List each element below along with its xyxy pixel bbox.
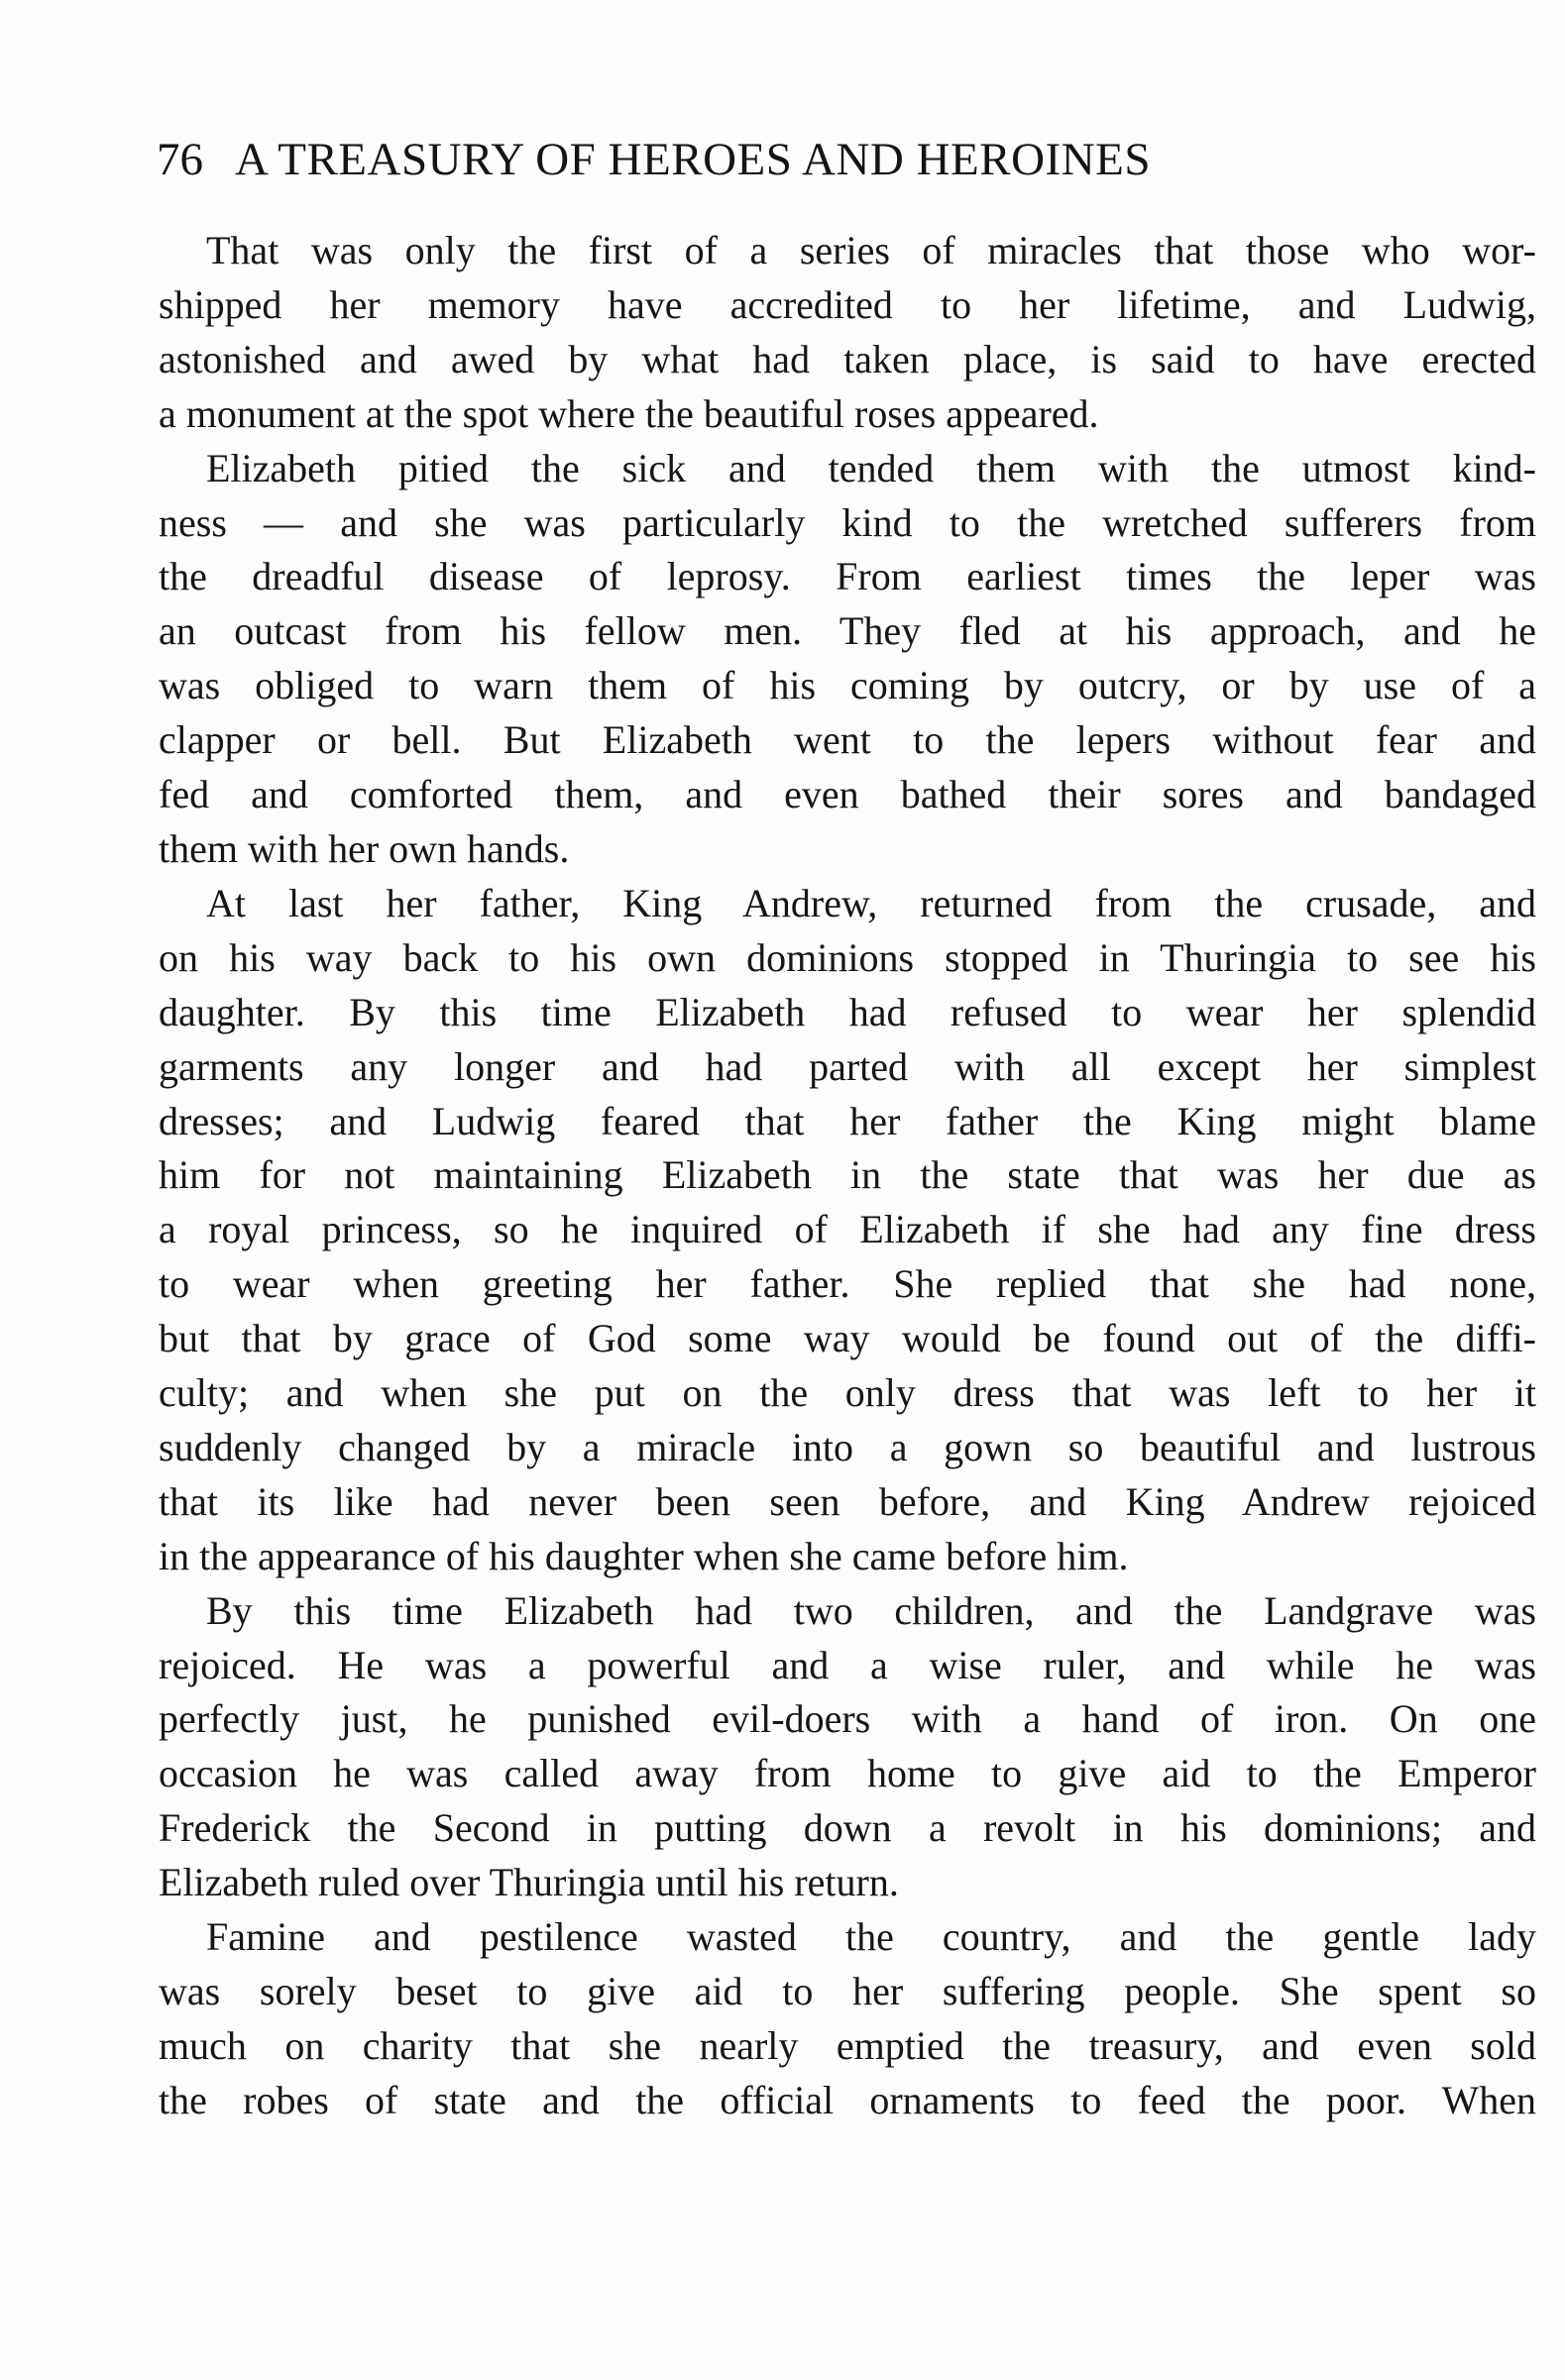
text-line: daughter. By this time Elizabeth had refused to wear her splendid <box>159 989 1536 1034</box>
text-line: Elizabeth pitied the sick and tended them with the utmost kind- <box>206 445 1536 490</box>
text-line: Elizabeth ruled over Thuringia until his return. <box>159 1860 899 1905</box>
text-line: the robes of state and the official ornaments to feed the poor. When <box>159 2077 1536 2122</box>
text-line: occasion he was called away from home to give aid to the Emperor <box>159 1751 1536 1796</box>
text-line: clapper or bell. But Elizabeth went to the lepers without fear and <box>159 717 1536 763</box>
text-line: At last her father, King Andrew, returned from the crusade, and <box>206 880 1536 925</box>
text-line: ness — and she was particularly kind to the wretched sufferers from <box>159 499 1536 545</box>
book-title: A TREASURY OF HEROES AND HEROINES <box>235 134 1151 185</box>
text-line: in the appearance of his daughter when she came before him. <box>159 1533 1129 1578</box>
text-line: the dreadful disease of leprosy. From earliest times the leper was <box>159 554 1536 599</box>
text-line: That was only the first of a series of miracles that those who wor- <box>206 228 1536 272</box>
paragraph <box>159 877 1536 1584</box>
text-line: a monument at the spot where the beautiful roses appeared. <box>159 390 1099 436</box>
paragraph <box>159 1584 1536 1910</box>
text-line: was obliged to warn them of his coming by outcry, or by use of a <box>159 663 1536 708</box>
text-line: garments any longer and had parted with all except her simplest <box>159 1043 1536 1089</box>
text-line: astonished and awed by what had taken place, is said to have erected <box>159 336 1536 381</box>
text-line: much on charity that she nearly emptied the treasury, and even sold <box>159 2022 1536 2068</box>
page-number: 76 <box>157 134 203 185</box>
text-line: an outcast from his fellow men. They fled at his approach, and he <box>159 608 1536 654</box>
running-head <box>157 134 1544 185</box>
text-line: to wear when greeting her father. She replied that she had none, <box>159 1261 1536 1307</box>
text-line: By this time Elizabeth had two children, and the Landgrave was <box>206 1587 1536 1633</box>
text-line: perfectly just, he punished evil-doers with a hand of iron. On one <box>159 1696 1536 1742</box>
paragraph <box>159 224 1536 442</box>
text-line: that its like had never been seen before, and King Andrew rejoiced <box>159 1478 1536 1524</box>
text-line: rejoiced. He was a powerful and a wise ruler, and while he was <box>159 1642 1536 1687</box>
paragraph <box>159 442 1536 877</box>
text-line: dresses; and Ludwig feared that her father the King might blame <box>159 1098 1536 1143</box>
text-line: him for not maintaining Elizabeth in the state that was her due as <box>159 1152 1536 1198</box>
text-line: Famine and pestilence wasted the country, and the gentle lady <box>206 1914 1536 1960</box>
body-text <box>159 224 1536 2128</box>
text-line: a royal princess, so he inquired of Elizabeth if she had any fine dress <box>159 1207 1536 1252</box>
text-line: on his way back to his own dominions stopped in Thuringia to see his <box>159 934 1536 980</box>
text-line: but that by grace of God some way would be found out of the diffi- <box>159 1316 1536 1361</box>
paragraph <box>159 1910 1536 2128</box>
text-line: Frederick the Second in putting down a revolt in his dominions; and <box>159 1805 1536 1851</box>
text-line: suddenly changed by a miracle into a gown so beautiful and lustrous <box>159 1424 1536 1469</box>
text-line: was sorely beset to give aid to her suffering people. She spent so <box>159 1969 1536 2013</box>
text-line: culty; and when she put on the only dress that was left to her it <box>159 1370 1536 1416</box>
text-line: shipped her memory have accredited to her lifetime, and Ludwig, <box>159 281 1536 327</box>
text-line: fed and comforted them, and even bathed their sores and bandaged <box>159 772 1536 817</box>
text-line: them with her own hands. <box>159 825 570 871</box>
